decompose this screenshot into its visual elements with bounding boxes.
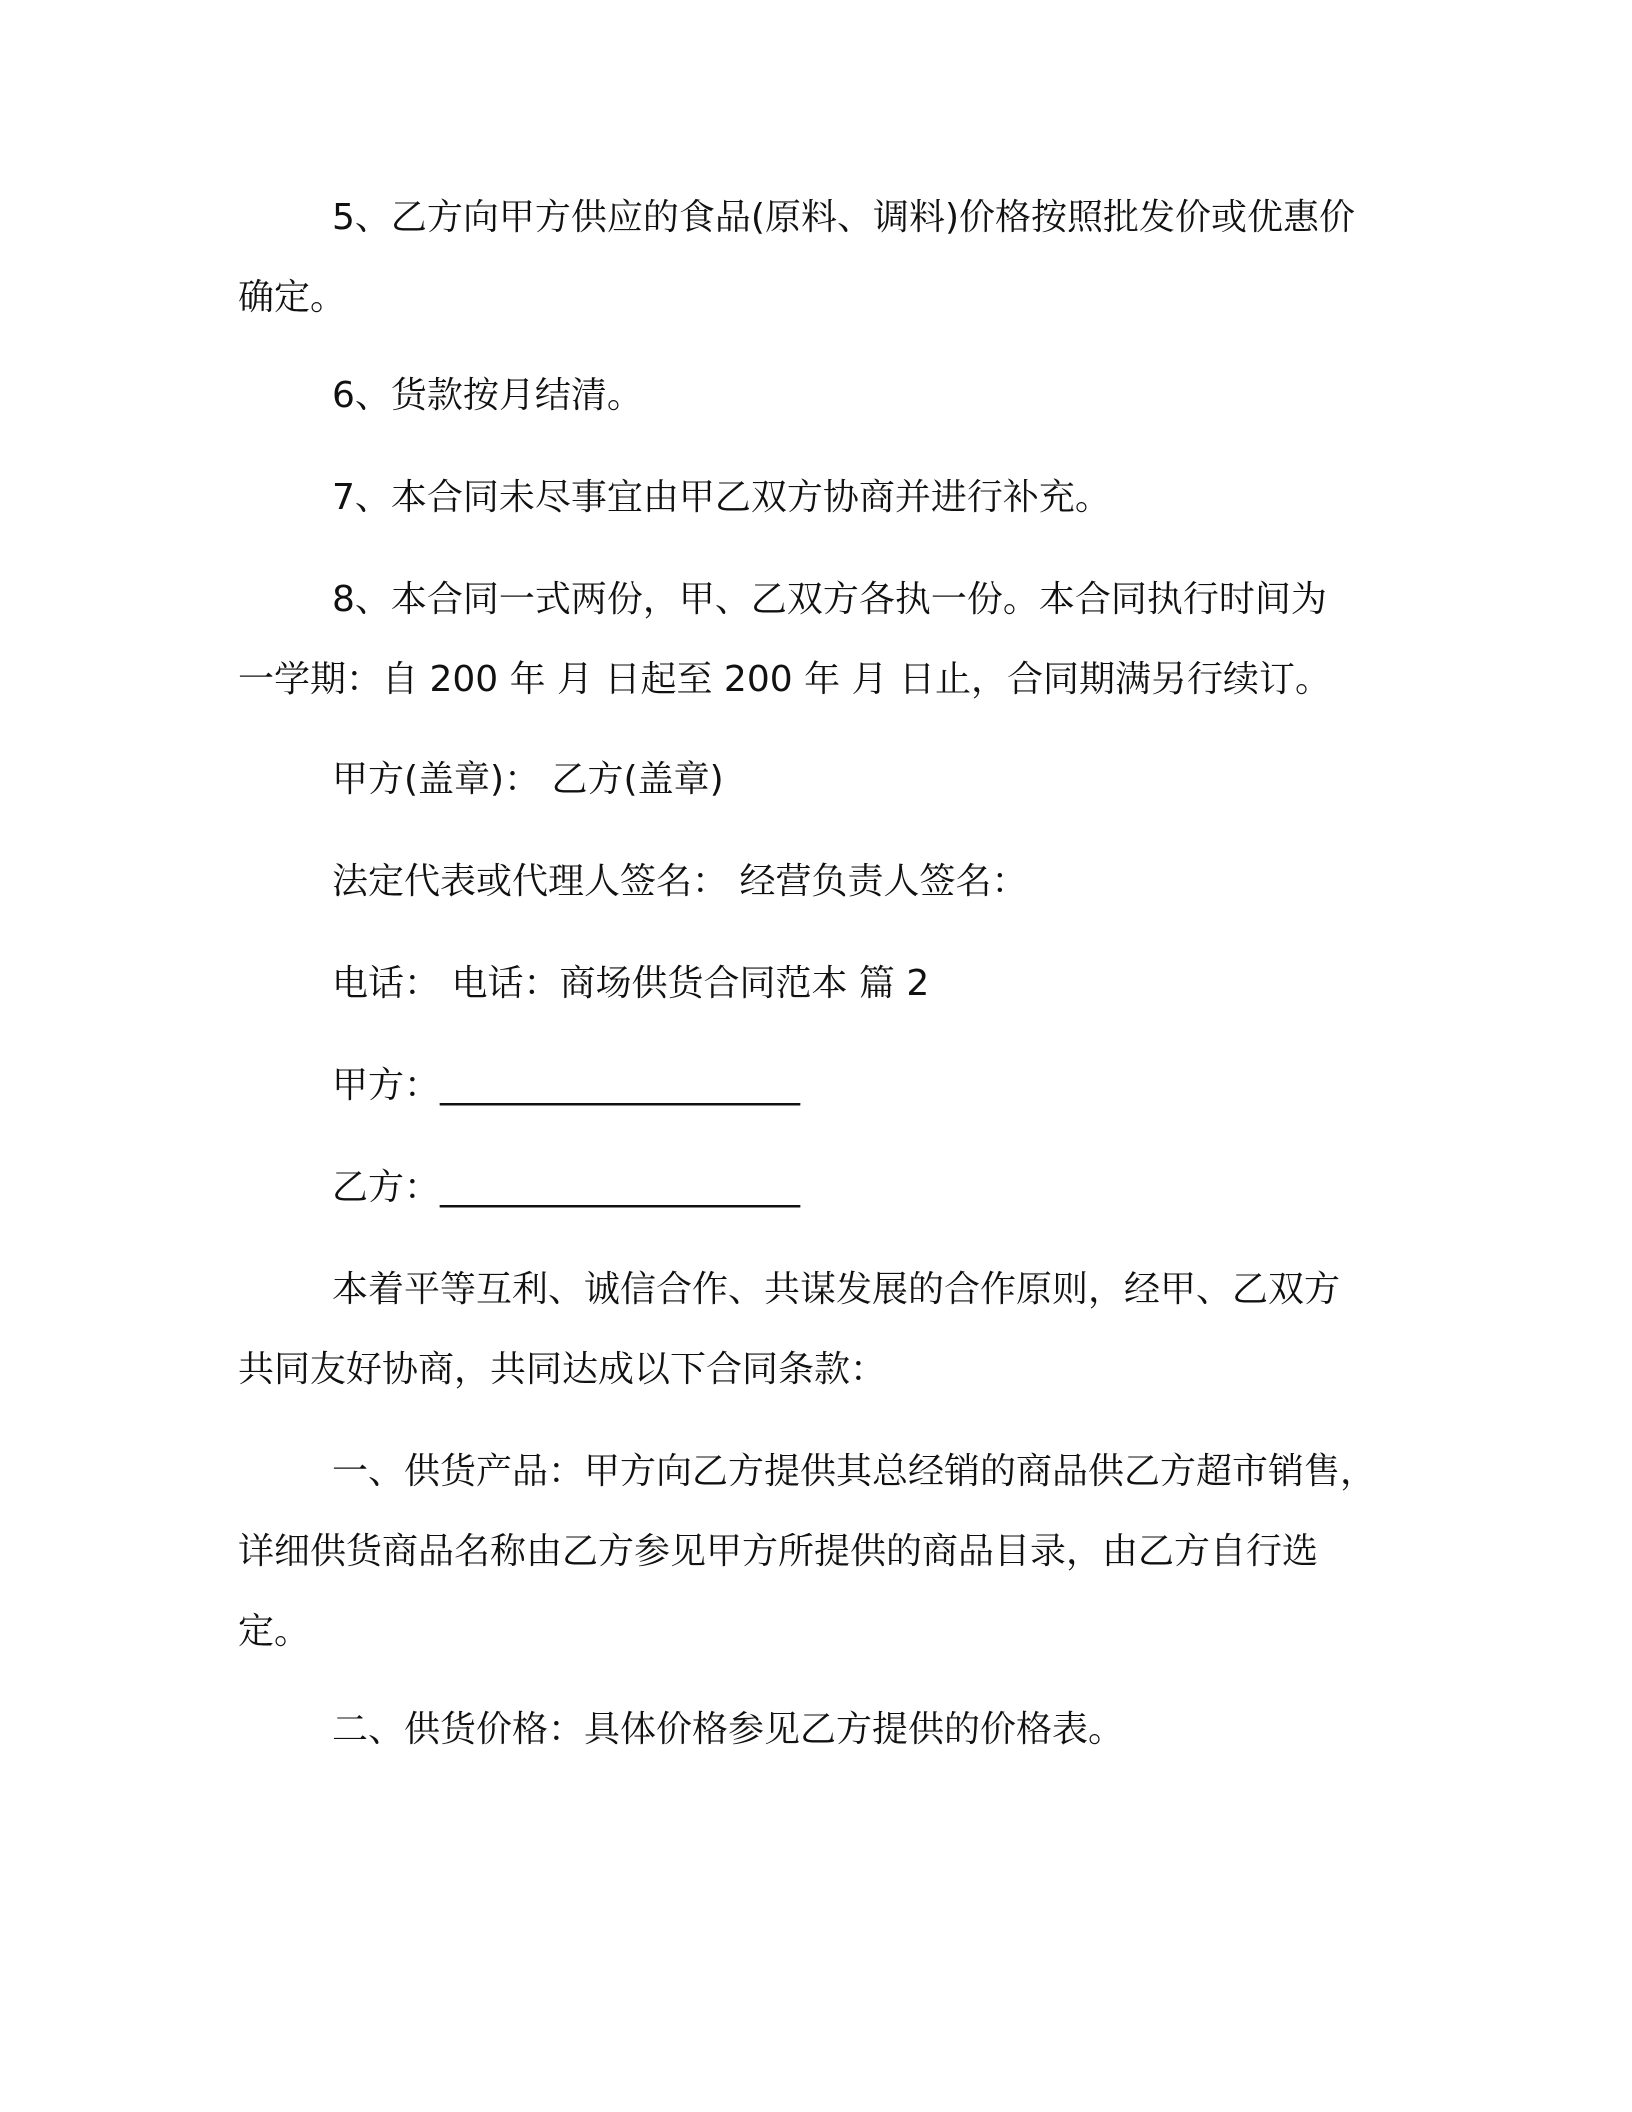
paragraph-line: 5、乙方向甲方供应的食品(原料、调料)价格按照批发价或优惠价: [332, 197, 1355, 238]
paragraph-item-8: [238, 560, 1428, 720]
clause-2-paragraph: [238, 1690, 1428, 1770]
paragraph-line: 一学期：自 200 年 月 日起至 200 年 月 日止，合同期满另行续订。: [238, 659, 1331, 700]
paragraph-line: 8、本合同一式两份，甲、乙双方各执一份。本合同执行时间为: [332, 579, 1327, 620]
paragraph-item-7: [238, 458, 1428, 538]
paragraph-line: 7、本合同未尽事宜由甲乙双方协商并进行补充。: [332, 477, 1111, 518]
paragraph-line: 6、货款按月结清。: [332, 375, 643, 416]
paragraph-line: 甲方(盖章)： 乙方(盖章): [332, 759, 724, 800]
paragraph-line: 电话： 电话：商场供货合同范本 篇 2: [332, 963, 930, 1004]
preamble-paragraph: [238, 1250, 1428, 1410]
paragraph-item-6: [238, 356, 1428, 436]
paragraph-line: 共同友好协商，共同达成以下合同条款：: [238, 1349, 887, 1390]
paragraph-line: 甲方：____________________: [332, 1065, 801, 1106]
paragraph-line: 详细供货商品名称由乙方参见甲方所提供的商品目录，由乙方自行选: [238, 1531, 1319, 1572]
paragraph-line: 法定代表或代理人签名： 经营负责人签名：: [332, 861, 1028, 902]
seal-line: [238, 740, 1428, 820]
party-b-line: [238, 1148, 1428, 1228]
paragraph-line: 确定。: [238, 277, 347, 318]
paragraph-item-5: [238, 178, 1428, 338]
signature-line: [238, 842, 1428, 922]
paragraph-line: 一、供货产品：甲方向乙方提供其总经销的商品供乙方超市销售，: [332, 1451, 1377, 1492]
paragraph-line: 二、供货价格：具体价格参见乙方提供的价格表。: [332, 1709, 1125, 1750]
paragraph-line: 乙方：____________________: [332, 1167, 801, 1208]
paragraph-line: 定。: [238, 1611, 311, 1652]
party-a-line: [238, 1046, 1428, 1126]
phone-line: [238, 944, 1428, 1024]
paragraph-line: 本着平等互利、诚信合作、共谋发展的合作原则，经甲、乙双方: [332, 1269, 1341, 1310]
clause-1-paragraph: [238, 1432, 1428, 1672]
